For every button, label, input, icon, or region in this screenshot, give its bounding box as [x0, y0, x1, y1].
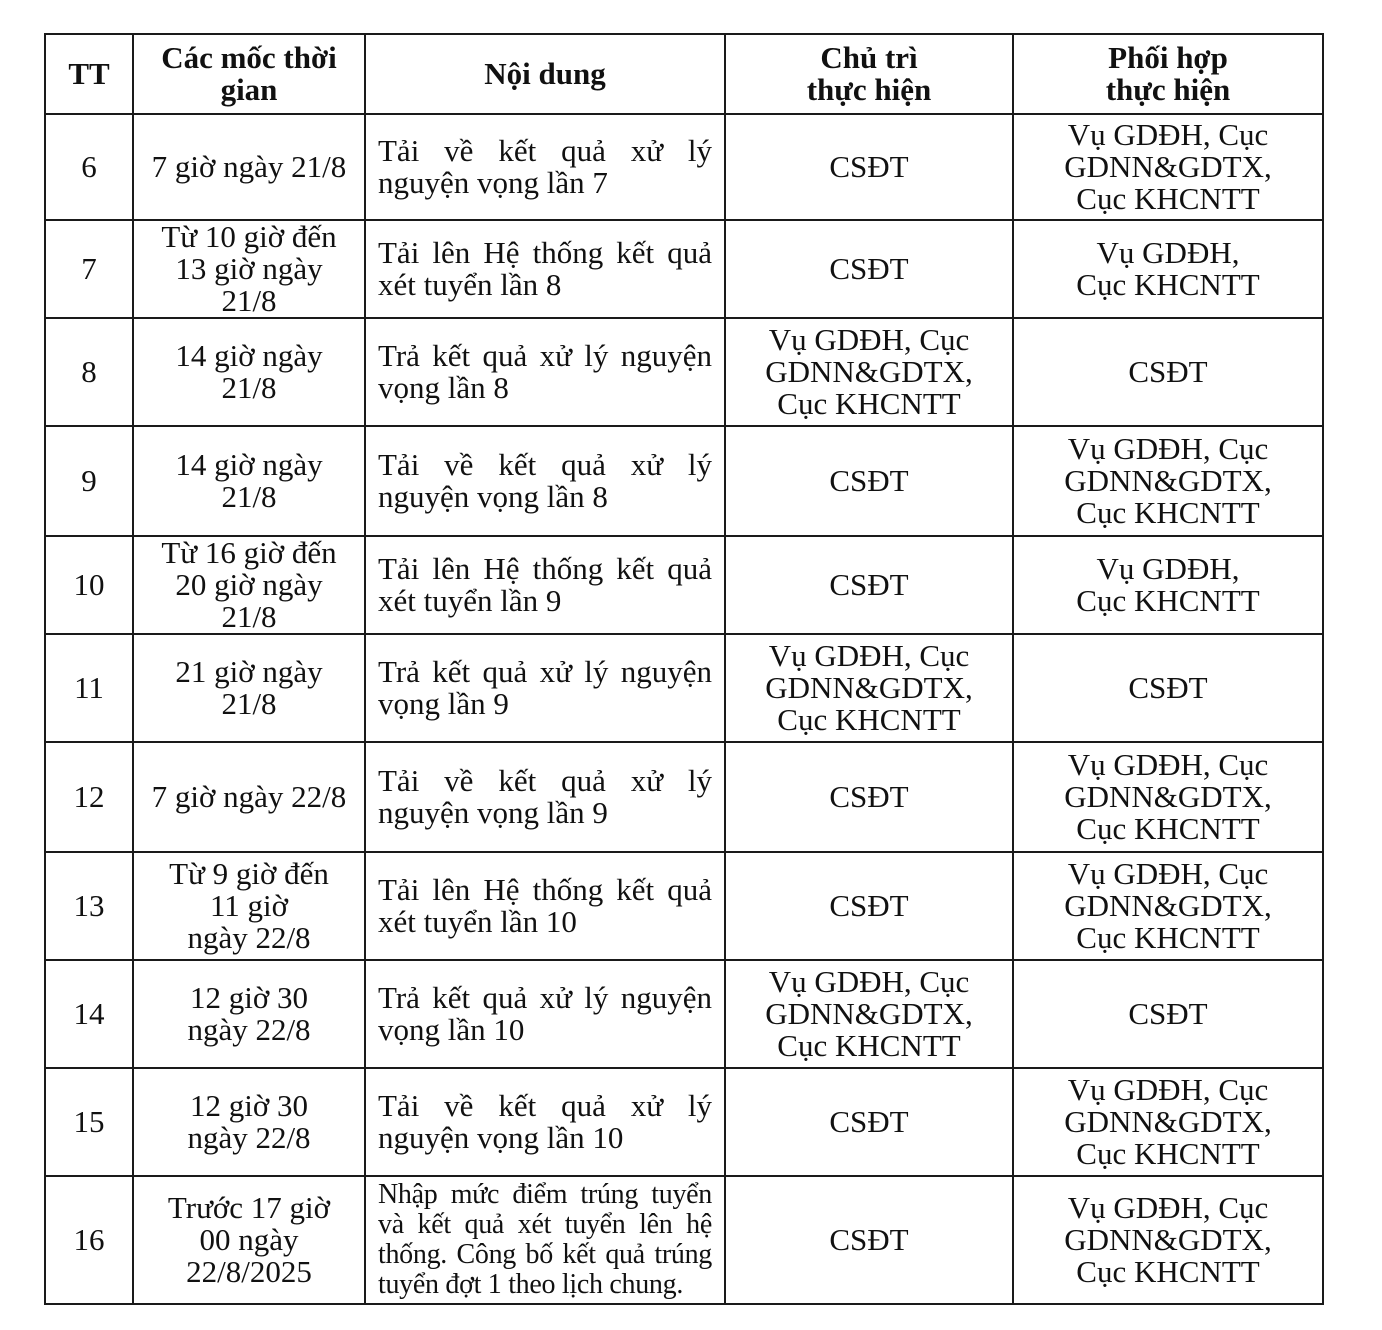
lead-line: CSĐT: [829, 888, 909, 923]
lead-line: CSĐT: [829, 463, 909, 498]
table-body: [45, 114, 1323, 1304]
cell-coord: [1013, 220, 1323, 318]
time-line: 12 giờ 30: [189, 1088, 308, 1123]
cell-lead: [725, 634, 1013, 742]
schedule-table: [44, 33, 1324, 1305]
coord-line: GDNN&GDTX,: [1064, 888, 1272, 923]
lead-line: CSĐT: [829, 567, 909, 602]
coord-line: Vụ GDĐH,: [1096, 235, 1240, 270]
cell-tt: [45, 220, 133, 318]
cell-lead: [725, 426, 1013, 536]
time-line: Từ 10 giờ đến: [161, 220, 337, 254]
cell-tt: [45, 1068, 133, 1176]
header-lead-line: thực hiện: [806, 72, 932, 107]
cell-content: [365, 852, 725, 960]
time-line: Từ 9 giờ đến: [169, 856, 329, 891]
table-row: [45, 220, 1323, 318]
lead-line: Cục KHCNTT: [777, 386, 961, 421]
time-line: 14 giờ ngày: [175, 447, 323, 482]
coord-line: GDNN&GDTX,: [1064, 463, 1272, 498]
lead-line: Vụ GDĐH, Cục: [768, 322, 970, 357]
time-line: 13 giờ ngày: [175, 251, 323, 286]
table-row: [45, 536, 1323, 634]
header-time-line: Các mốc thời: [161, 40, 337, 75]
content-text: Tải lên Hệ thống kết quả xét tuyển lần 9: [378, 551, 712, 618]
cell-tt: [45, 1176, 133, 1304]
cell-coord: [1013, 852, 1323, 960]
coord-line: Cục KHCNTT: [1076, 1254, 1260, 1289]
coord-line: Vụ GDĐH, Cục: [1067, 747, 1269, 782]
table-header: [45, 34, 1323, 114]
coord-line: GDNN&GDTX,: [1064, 779, 1272, 814]
time-line: 14 giờ ngày: [175, 338, 323, 373]
cell-time: [133, 634, 365, 742]
cell-coord: [1013, 634, 1323, 742]
time-line: 20 giờ ngày: [175, 567, 323, 602]
cell-lead: [725, 960, 1013, 1068]
cell-coord: [1013, 426, 1323, 536]
coord-line: Cục KHCNTT: [1076, 495, 1260, 530]
cell-content: [365, 220, 725, 318]
cell-content: [365, 114, 725, 220]
header-coord-line: Phối hợp: [1108, 40, 1228, 75]
row-number: 7: [81, 251, 97, 286]
header-content-label: Nội dung: [484, 56, 606, 91]
content-text: Trả kết quả xử lý nguyện vọng lần 8: [378, 338, 712, 405]
time-line: 7 giờ ngày 22/8: [151, 779, 347, 814]
cell-coord: [1013, 114, 1323, 220]
row-number: 15: [73, 1104, 105, 1139]
cell-time: [133, 220, 365, 318]
coord-line: GDNN&GDTX,: [1064, 1104, 1272, 1139]
row-number: 14: [73, 996, 105, 1031]
lead-line: Vụ GDĐH, Cục: [768, 964, 970, 999]
table-row: [45, 114, 1323, 220]
row-number: 13: [73, 888, 105, 923]
cell-coord: [1013, 318, 1323, 426]
cell-content: [365, 536, 725, 634]
lead-line: CSĐT: [829, 779, 909, 814]
time-line: 00 ngày: [199, 1222, 299, 1257]
cell-content: [365, 634, 725, 742]
table-row: [45, 1068, 1323, 1176]
cell-tt: [45, 852, 133, 960]
content-text: Tải lên Hệ thống kết quả xét tuyển lần 10: [378, 872, 712, 939]
time-line: 21/8: [221, 599, 277, 634]
coord-line: Vụ GDĐH, Cục: [1067, 1072, 1269, 1107]
lead-line: Cục KHCNTT: [777, 702, 961, 737]
cell-time: [133, 318, 365, 426]
coord-line: CSĐT: [1128, 996, 1208, 1031]
cell-tt: [45, 114, 133, 220]
header-time: [133, 34, 365, 114]
cell-lead: [725, 318, 1013, 426]
content-text: Tải về kết quả xử lý nguyện vọng lần 9: [378, 763, 712, 830]
lead-line: Cục KHCNTT: [777, 1028, 961, 1063]
cell-coord: [1013, 536, 1323, 634]
table-row: [45, 318, 1323, 426]
header-coord: [1013, 34, 1323, 114]
cell-time: [133, 536, 365, 634]
row-number: 8: [81, 354, 97, 389]
coord-line: Vụ GDĐH, Cục: [1067, 117, 1269, 152]
table-row: [45, 960, 1323, 1068]
cell-coord: [1013, 1068, 1323, 1176]
lead-line: CSĐT: [829, 251, 909, 286]
cell-content: [365, 742, 725, 852]
header-lead-line: Chủ trì: [820, 40, 918, 75]
cell-coord: [1013, 960, 1323, 1068]
coord-line: GDNN&GDTX,: [1064, 1222, 1272, 1257]
cell-content: [365, 426, 725, 536]
coord-line: Cục KHCNTT: [1076, 181, 1260, 216]
coord-line: CSĐT: [1128, 354, 1208, 389]
table-row: [45, 634, 1323, 742]
coord-line: Cục KHCNTT: [1076, 920, 1260, 955]
cell-content: [365, 1068, 725, 1176]
coord-line: Cục KHCNTT: [1076, 267, 1260, 302]
content-text: Nhập mức điểm trúng tuyển và kết quả xét tuyển lên hệ thống. Công bố kết quả trúng tuyển đợt 1 theo lịch chung.: [378, 1179, 712, 1300]
coord-line: GDNN&GDTX,: [1064, 149, 1272, 184]
coord-line: Vụ GDĐH,: [1096, 551, 1240, 586]
time-line: 7 giờ ngày 21/8: [151, 149, 347, 184]
cell-tt: [45, 426, 133, 536]
cell-tt: [45, 960, 133, 1068]
row-number: 11: [74, 670, 104, 705]
cell-tt: [45, 634, 133, 742]
lead-line: CSĐT: [829, 1222, 909, 1257]
lead-line: CSĐT: [829, 149, 909, 184]
cell-content: [365, 318, 725, 426]
cell-lead: [725, 536, 1013, 634]
time-line: 21/8: [221, 370, 277, 405]
cell-time: [133, 1068, 365, 1176]
row-number: 10: [73, 567, 105, 602]
cell-tt: [45, 536, 133, 634]
cell-lead: [725, 1176, 1013, 1304]
header-tt-label: TT: [68, 56, 110, 91]
table-row: [45, 742, 1323, 852]
table-row: [45, 426, 1323, 536]
row-number: 12: [73, 779, 105, 814]
lead-line: GDNN&GDTX,: [765, 996, 973, 1031]
coord-line: Vụ GDĐH, Cục: [1067, 856, 1269, 891]
time-line: Trước 17 giờ: [167, 1190, 331, 1225]
row-number: 16: [73, 1222, 105, 1257]
header-lead: [725, 34, 1013, 114]
header-content: [365, 34, 725, 114]
cell-tt: [45, 742, 133, 852]
lead-line: GDNN&GDTX,: [765, 354, 973, 389]
cell-coord: [1013, 1176, 1323, 1304]
time-line: ngày 22/8: [187, 1012, 311, 1047]
lead-line: CSĐT: [829, 1104, 909, 1139]
cell-time: [133, 426, 365, 536]
cell-time: [133, 1176, 365, 1304]
content-text: Trả kết quả xử lý nguyện vọng lần 9: [378, 654, 712, 721]
content-text: Tải lên Hệ thống kết quả xét tuyển lần 8: [378, 235, 712, 302]
coord-line: Vụ GDĐH, Cục: [1067, 1190, 1269, 1225]
time-line: 11 giờ: [209, 888, 289, 923]
header-tt: [45, 34, 133, 114]
time-line: ngày 22/8: [187, 1120, 311, 1155]
time-line: 21/8: [221, 686, 277, 721]
coord-line: CSĐT: [1128, 670, 1208, 705]
lead-line: Vụ GDĐH, Cục: [768, 638, 970, 673]
cell-time: [133, 960, 365, 1068]
content-text: Tải về kết quả xử lý nguyện vọng lần 7: [378, 133, 712, 200]
table-row: [45, 1176, 1323, 1304]
cell-lead: [725, 742, 1013, 852]
time-line: 21 giờ ngày: [175, 654, 323, 689]
coord-line: Vụ GDĐH, Cục: [1067, 431, 1269, 466]
row-number: 9: [81, 463, 97, 498]
time-line: 12 giờ 30: [189, 980, 308, 1015]
cell-coord: [1013, 742, 1323, 852]
cell-lead: [725, 220, 1013, 318]
time-line: 21/8: [221, 283, 277, 318]
cell-lead: [725, 114, 1013, 220]
time-line: 22/8/2025: [186, 1254, 312, 1289]
content-text: Trả kết quả xử lý nguyện vọng lần 10: [378, 980, 712, 1047]
time-line: 21/8: [221, 479, 277, 514]
coord-line: Cục KHCNTT: [1076, 583, 1260, 618]
cell-content: [365, 960, 725, 1068]
cell-lead: [725, 1068, 1013, 1176]
table-row: [45, 852, 1323, 960]
cell-time: [133, 742, 365, 852]
cell-time: [133, 114, 365, 220]
time-line: Từ 16 giờ đến: [161, 536, 337, 570]
header-row: [45, 34, 1323, 114]
coord-line: Cục KHCNTT: [1076, 1136, 1260, 1171]
content-text: Tải về kết quả xử lý nguyện vọng lần 10: [378, 1088, 712, 1155]
header-coord-line: thực hiện: [1105, 72, 1231, 107]
header-time-line: gian: [220, 72, 278, 107]
cell-tt: [45, 318, 133, 426]
time-line: ngày 22/8: [187, 920, 311, 955]
cell-lead: [725, 852, 1013, 960]
lead-line: GDNN&GDTX,: [765, 670, 973, 705]
cell-content: [365, 1176, 725, 1304]
content-text: Tải về kết quả xử lý nguyện vọng lần 8: [378, 447, 712, 514]
cell-time: [133, 852, 365, 960]
coord-line: Cục KHCNTT: [1076, 811, 1260, 846]
row-number: 6: [81, 149, 97, 184]
